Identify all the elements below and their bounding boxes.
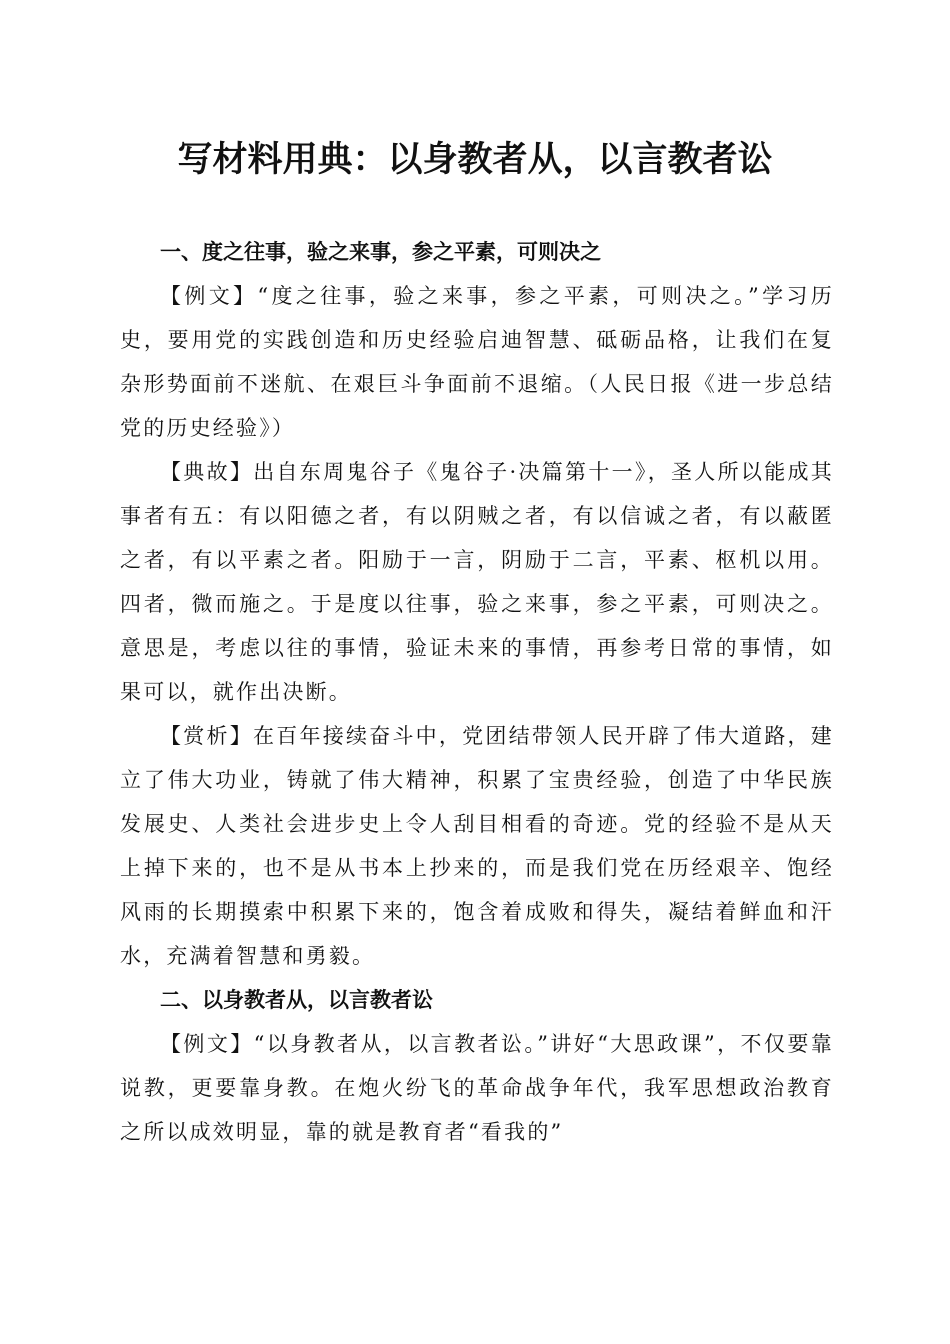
paragraph-text: 出自东周鬼谷子《鬼谷子·决篇第十一》，圣人所以能成其事者有五：有以阳德之者，有以阴贼之者，有以信诚之者，有以蔽匿之者，有以平素之者。阳励于一言，阴励于二言，平素、枢机以用。四者，微而施之。于是度以往事，验之来事，参之平素，可则决之。意思是，考虑以往的事情，验证未来的事情，再参考日常的事情，如果可以，就作出决断。 (120, 460, 834, 704)
document-body (120, 230, 834, 1154)
paragraph-example-text (120, 1022, 834, 1154)
paragraph-text: “以身教者从，以言教者讼。”讲好“大思政课”，不仅要靠说教，更要靠身教。在炮火纷飞的革命战争年代，我军思想政治教育之所以成效明显，靠的就是教育者“看我的” (120, 1032, 834, 1144)
paragraph-tag: 【赏析】 (160, 724, 253, 748)
paragraph-tag: 【例文】 (160, 284, 258, 308)
paragraph-tag: 【典故】 (160, 460, 254, 484)
paragraph-text: “度之往事，验之来事，参之平素，可则决之。”学习历史，要用党的实践创造和历史经验启迪智慧、砥砺品格，让我们在复杂形势面前不迷航、在艰巨斗争面前不退缩。（人民日报《进一步总结党的历史经验》） (120, 284, 834, 440)
paragraph-example-text (120, 274, 834, 450)
paragraph-text: 在百年接续奋斗中，党团结带领人民开辟了伟大道路，建立了伟大功业，铸就了伟大精神，积累了宝贵经验，创造了中华民族发展史、人类社会进步史上令人刮目相看的奇迹。党的经验不是从天上掉下来的，也不是从书本上抄来的，而是我们党在历经艰辛、饱经风雨的长期摸索中积累下来的，饱含着成败和得失，凝结着鲜血和汗水，充满着智慧和勇毅。 (120, 724, 834, 968)
paragraph-tag: 【例文】 (160, 1032, 254, 1056)
paragraph-appreciation (120, 714, 834, 978)
paragraph-allusion (120, 450, 834, 714)
document-title: 写材料用典：以身教者从，以言教者讼 (177, 140, 773, 180)
section-heading: 二、以身教者从，以言教者讼 (160, 988, 433, 1012)
section-heading: 一、度之往事，验之来事，参之平素，可则决之 (160, 240, 601, 264)
